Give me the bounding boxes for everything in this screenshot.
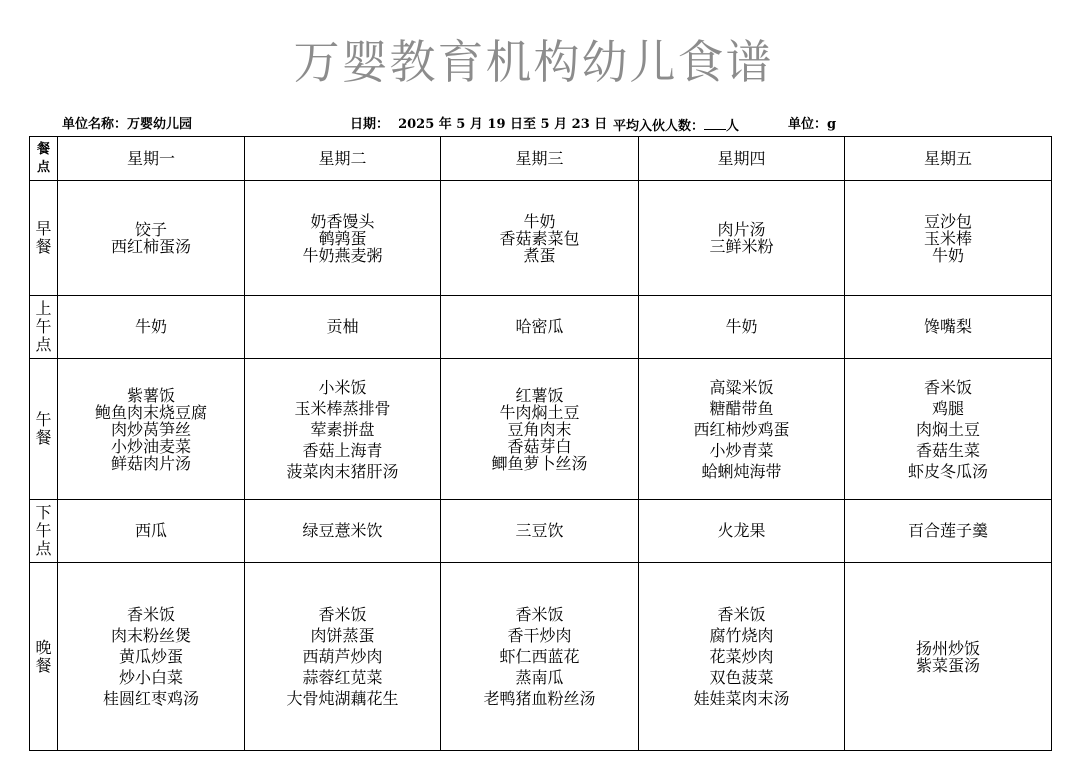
dinner-friday: 扬州炒饭 紫菜蛋汤: [845, 563, 1052, 751]
morning-snack-wednesday: 哈密瓜: [441, 296, 639, 359]
meal-label-lunch: 午 餐: [30, 359, 58, 500]
lunch-row: [30, 359, 1052, 500]
morning-snack-row: [30, 296, 1052, 359]
unit-name-value: 万婴幼儿园: [127, 117, 193, 132]
breakfast-monday: 饺子 西红柿蛋汤: [58, 181, 245, 296]
meal-label-dinner: 晚 餐: [30, 563, 58, 751]
unit-name-info: [62, 117, 192, 133]
dinner-row: [30, 563, 1052, 751]
breakfast-friday: 豆沙包 玉米棒 牛奶: [845, 181, 1052, 296]
date-label: 日期：: [350, 117, 390, 132]
meal-label-breakfast: 早 餐: [30, 181, 58, 296]
avg-attendance-info: [613, 117, 739, 135]
day-header-friday: 星期五: [845, 137, 1052, 181]
lunch-wednesday: 红薯饭 牛肉焖土豆 豆角肉末 香菇芽白 鲫鱼萝卜丝汤: [441, 359, 639, 500]
page-title: 万婴教育机构幼儿食谱: [293, 35, 774, 89]
afternoon-snack-friday: 百合莲子羹: [845, 500, 1052, 563]
date-value: 2025 年 5 月 19 日至 5 月 23 日: [398, 117, 608, 132]
day-header-tuesday: 星期二: [245, 137, 441, 181]
breakfast-wednesday: 牛奶 香菇素菜包 煮蛋: [441, 181, 639, 296]
afternoon-snack-monday: 西瓜: [58, 500, 245, 563]
lunch-thursday: 高粱米饭 糖醋带鱼 西红柿炒鸡蛋 小炒青菜 蛤蜊炖海带: [639, 359, 845, 500]
avg-attendance-suffix: 人: [726, 119, 740, 134]
unit-label: 单位：: [788, 117, 828, 132]
header-row: [30, 137, 1052, 181]
afternoon-snack-wednesday: 三豆饮: [441, 500, 639, 563]
meal-label-morning-snack: 上 午 点: [30, 296, 58, 359]
dinner-wednesday: 香米饭 香干炒肉 虾仁西蓝花 蒸南瓜 老鸭猪血粉丝汤: [441, 563, 639, 751]
breakfast-thursday: 肉片汤 三鲜米粉: [639, 181, 845, 296]
dinner-thursday: 香米饭 腐竹烧肉 花菜炒肉 双色菠菜 娃娃菜肉末汤: [639, 563, 845, 751]
afternoon-snack-thursday: 火龙果: [639, 500, 845, 563]
day-header-wednesday: 星期三: [441, 137, 639, 181]
morning-snack-monday: 牛奶: [58, 296, 245, 359]
unit-value: g: [827, 117, 837, 132]
lunch-monday: 紫薯饭 鲍鱼肉末烧豆腐 肉炒莴笋丝 小炒油麦菜 鲜菇肉片汤: [58, 359, 245, 500]
breakfast-tuesday: 奶香馒头 鹌鹑蛋 牛奶燕麦粥: [245, 181, 441, 296]
dinner-tuesday: 香米饭 肉饼蒸蛋 西葫芦炒肉 蒜蓉红苋菜 大骨炖湖藕花生: [245, 563, 441, 751]
meal-label-afternoon-snack: 下 午 点: [30, 500, 58, 563]
lunch-friday: 香米饭 鸡腿 肉焖土豆 香菇生菜 虾皮冬瓜汤: [845, 359, 1052, 500]
afternoon-snack-row: [30, 500, 1052, 563]
day-header-monday: 星期一: [58, 137, 245, 181]
meal-column-header: 餐 点: [30, 137, 58, 181]
date-info: [350, 117, 607, 133]
day-header-thursday: 星期四: [639, 137, 845, 181]
avg-attendance-blank: [704, 117, 726, 130]
morning-snack-tuesday: 贡柚: [245, 296, 441, 359]
lunch-tuesday: 小米饭 玉米棒蒸排骨 荤素拼盘 香菇上海青 菠菜肉末猪肝汤: [245, 359, 441, 500]
avg-attendance-label: 平均入伙人数：: [613, 119, 705, 134]
unit-info: [788, 117, 836, 133]
morning-snack-friday: 馋嘴梨: [845, 296, 1052, 359]
dinner-monday: 香米饭 肉末粉丝煲 黄瓜炒蛋 炒小白菜 桂圆红枣鸡汤: [58, 563, 245, 751]
morning-snack-thursday: 牛奶: [639, 296, 845, 359]
unit-name-label: 单位名称：: [62, 117, 128, 132]
menu-table: [29, 136, 1052, 751]
afternoon-snack-tuesday: 绿豆薏米饮: [245, 500, 441, 563]
breakfast-row: [30, 181, 1052, 296]
